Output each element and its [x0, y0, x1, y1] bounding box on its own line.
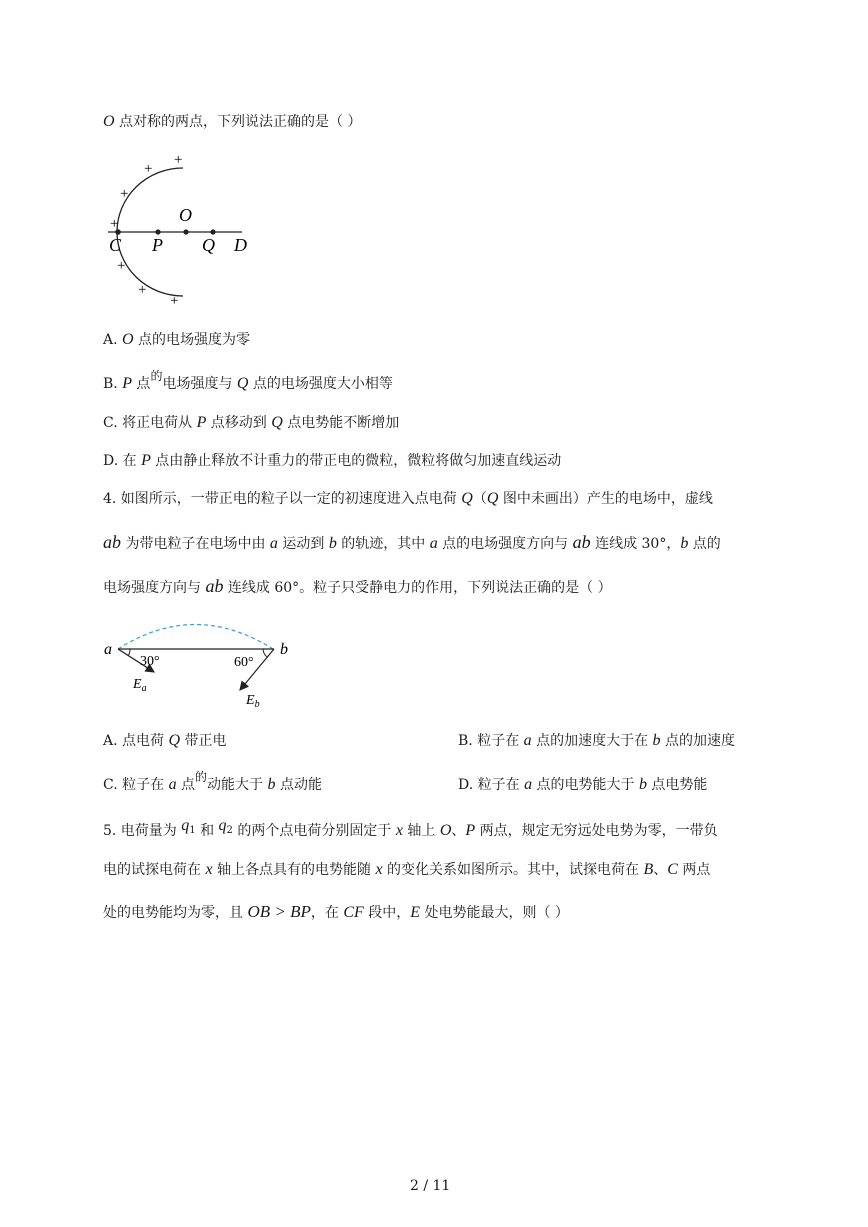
plus-sign: + [117, 258, 126, 274]
label-d: D [234, 235, 247, 255]
angle-mark-b [263, 649, 267, 657]
plus-sign: + [144, 161, 153, 177]
q4-line-3: 电场强度方向与 ab 连线成 60°。粒子只受静电力的作用，下列说法正确的是（ ） [103, 576, 612, 596]
point-o [183, 229, 188, 234]
label-p: P [152, 235, 163, 255]
q5-line-1: 5. 电荷量为 q1 和 q2 的两个点电荷分别固定于 x 轴上 O、P 两点，规定无穷远处电势为零，一带负 [103, 817, 718, 839]
label-q: Q [202, 235, 215, 255]
label-c: C [109, 235, 122, 255]
q4-figure [100, 612, 300, 712]
q3-option-a: A. O 点的电场强度为零 [103, 331, 251, 348]
plus-sign: + [174, 152, 183, 168]
q4-option-b: B. 粒子在 a 点的加速度大于在 b 点的加速度 [458, 732, 735, 749]
q4-option-a: A. 点电荷 Q 带正电 [103, 732, 227, 749]
q3-option-b: B. P 点的电场强度与 Q 点的电场强度大小相等 [103, 369, 393, 392]
point-q [210, 229, 215, 234]
field-label-eb: $E_b$ [246, 693, 260, 710]
label-o: O [179, 205, 192, 225]
q3-intro: O 点对称的两点，下列说法正确的是（ ） [103, 113, 362, 130]
angle-label-b: 60° [234, 655, 254, 670]
var-o: O [103, 113, 115, 130]
plus-sign: + [120, 186, 129, 202]
plus-sign: + [138, 282, 147, 298]
q4-option-d: D. 粒子在 a 点的电势能大于 b 点电势能 [458, 776, 708, 793]
point-p [155, 229, 160, 234]
trajectory-curve [118, 625, 273, 650]
q3-option-c: C. 将正电荷从 P 点移动到 Q 点电势能不断增加 [103, 414, 400, 431]
q3-option-d: D. 在 P 点由静止释放不计重力的带正电的微粒，微粒将做匀加速直线运动 [103, 452, 562, 469]
page-number: 2 / 11 [410, 1178, 451, 1194]
angle-mark-a [128, 649, 130, 656]
q4-line-1: 4. 如图所示，一带正电的粒子以一定的初速度进入点电荷 Q（Q 图中未画出）产生的电场中，虚线 [103, 490, 713, 507]
angle-label-a: 30° [140, 654, 160, 669]
q4-option-c: C. 粒子在 a 点的动能大于 b 点动能 [103, 770, 322, 793]
q3-figure [100, 148, 260, 313]
label-b: b [280, 641, 288, 658]
plus-sign: + [110, 216, 119, 232]
q5-line-3: 处的电势能均为零，且 OB > BP，在 CF 段中，E 处电势能最大，则（ ） [103, 902, 569, 921]
plus-sign: + [170, 293, 179, 309]
q4-line-2: ab 为带电粒子在电场中由 a 运动到 b 的轨迹，其中 a 点的电场强度方向与 ab 连线成 30°，b 点的 [103, 532, 721, 552]
label-a: a [104, 641, 112, 658]
q5-line-2: 电的试探电荷在 x 轴上各点具有的电势能随 x 的变化关系如图所示。其中，试探电荷在 B、C 两点 [103, 861, 711, 878]
field-label-ea: $E_a$ [133, 677, 147, 694]
